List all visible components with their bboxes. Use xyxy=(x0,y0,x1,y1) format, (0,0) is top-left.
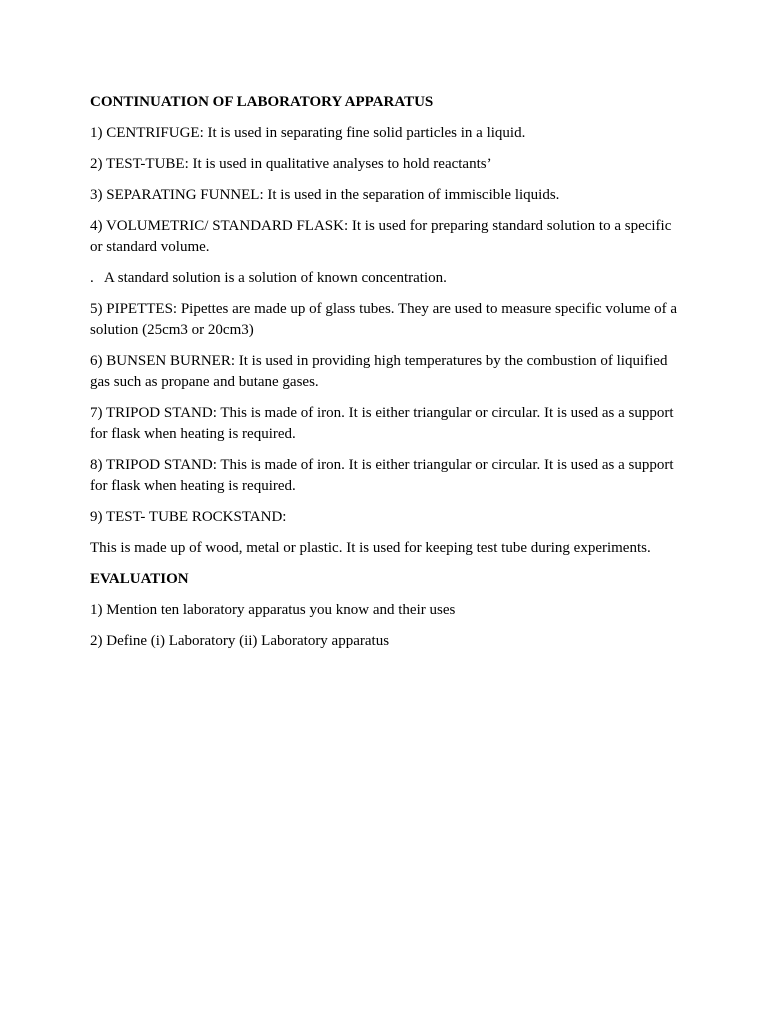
item-volumetric-flask: 4) VOLUMETRIC/ STANDARD FLASK: It is used for preparing standard solution to a specific or standard volume. xyxy=(90,218,672,255)
item-centrifuge: 1) CENTRIFUGE: It is used in separating fine solid particles in a liquid. xyxy=(90,125,526,141)
document-title: CONTINUATION OF LABORATORY APPARATUS xyxy=(90,94,434,110)
evaluation-question-2: 2) Define (i) Laboratory (ii) Laboratory apparatus xyxy=(90,633,390,649)
item-pipettes: 5) PIPETTES: Pipettes are made up of glass tubes. They are used to measure specific volume of a solution (25cm3 or 20cm3) xyxy=(90,301,678,338)
note-text: A standard solution is a solution of known concentration. xyxy=(104,270,447,286)
document-page xyxy=(90,92,682,662)
item-tripod-stand-repeat: 8) TRIPOD STAND: This is made of iron. It is either triangular or circular. It is used as a support for flask when heating is required. xyxy=(90,457,674,494)
evaluation-question-1: 1) Mention ten laboratory apparatus you know and their uses xyxy=(90,602,456,618)
item-test-tube: 2) TEST-TUBE: It is used in qualitative analyses to hold reactants’ xyxy=(90,156,492,172)
rockstand-description: This is made up of wood, metal or plastic. It is used for keeping test tube during experiments. xyxy=(90,540,651,556)
item-tripod-stand: 7) TRIPOD STAND: This is made of iron. It is either triangular or circular. It is used as a support for flask when heating is required. xyxy=(90,405,674,442)
evaluation-heading: EVALUATION xyxy=(90,571,189,587)
item-separating-funnel: 3) SEPARATING FUNNEL: It is used in the separation of immiscible liquids. xyxy=(90,187,560,203)
item-test-tube-rockstand: 9) TEST- TUBE ROCKSTAND: xyxy=(90,509,287,525)
item-bunsen-burner: 6) BUNSEN BURNER: It is used in providing high temperatures by the combustion of liquified gas such as propane and butane gases. xyxy=(90,353,668,390)
standard-solution-note xyxy=(90,268,682,289)
note-bullet: . xyxy=(90,270,94,286)
